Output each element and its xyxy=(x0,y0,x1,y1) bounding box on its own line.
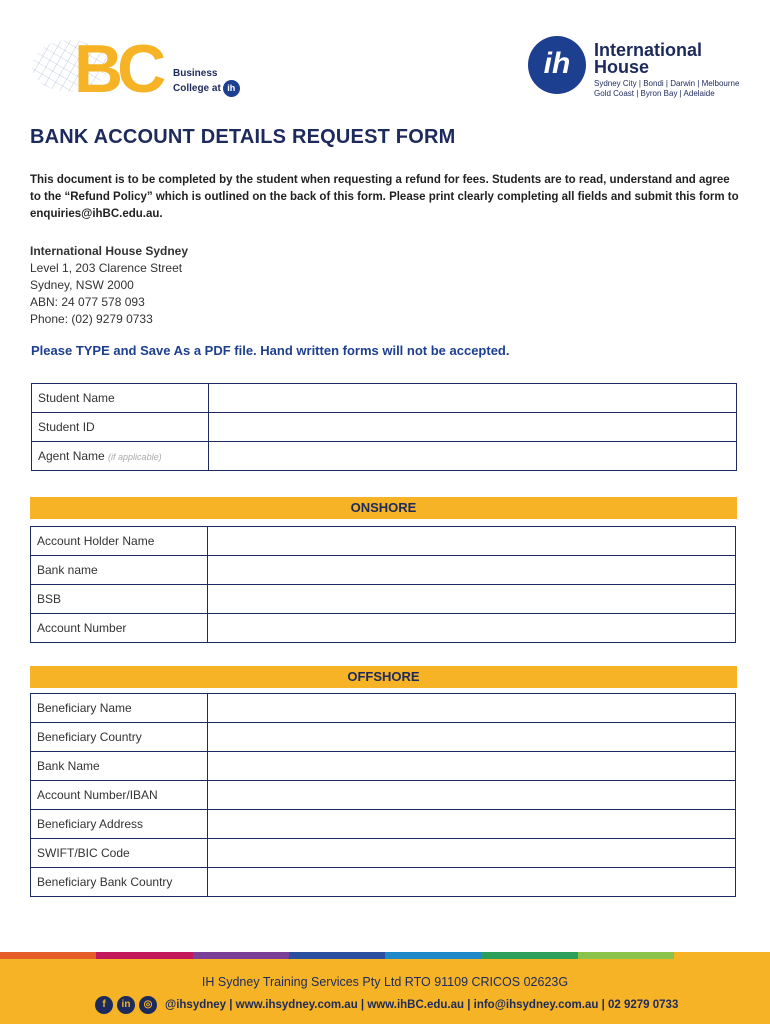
onshore-table xyxy=(30,526,736,643)
type-notice: Please TYPE and Save As a PDF file. Hand written forms will not be accepted. xyxy=(31,343,510,358)
address-block xyxy=(30,243,188,328)
field-label xyxy=(32,442,209,471)
table-row xyxy=(31,752,736,781)
page-title: BANK ACCOUNT DETAILS REQUEST FORM xyxy=(30,126,456,148)
onshore-field-input[interactable] xyxy=(208,527,736,556)
field-label: Account Number xyxy=(31,614,208,643)
student-id-input[interactable] xyxy=(209,413,737,442)
offshore-table xyxy=(30,693,736,897)
footer-contact-line: @ihsydney | www.ihsydney.com.au | www.ihBC.edu.au | info@ihsydney.com.au | 02 9279 0733 xyxy=(165,999,679,1011)
onshore-heading: ONSHORE xyxy=(30,497,737,519)
table-row xyxy=(32,384,737,413)
ih-cities-line2: Gold Coast | Byron Bay | Adelaide xyxy=(594,89,715,98)
table-row xyxy=(31,868,736,897)
offshore-field-input[interactable] xyxy=(208,694,736,723)
linkedin-icon[interactable]: in xyxy=(117,996,135,1014)
instagram-icon[interactable]: ◎ xyxy=(139,996,157,1014)
ih-logo xyxy=(528,36,748,98)
ih-name-line1: International xyxy=(594,40,703,60)
onshore-field-input[interactable] xyxy=(208,614,736,643)
table-row xyxy=(31,723,736,752)
offshore-field-input[interactable] xyxy=(208,810,736,839)
agent-name-input[interactable] xyxy=(209,442,737,471)
agent-name-label: Agent Name xyxy=(38,449,105,463)
stripe-segment xyxy=(385,952,481,959)
field-label: Student ID xyxy=(32,413,209,442)
address-abn: ABN: 24 077 578 093 xyxy=(30,295,145,309)
onshore-field-input[interactable] xyxy=(208,556,736,585)
field-label: Beneficiary Address xyxy=(31,810,208,839)
stripe-segment xyxy=(96,952,192,959)
ih-mark-icon: ih xyxy=(528,36,586,94)
offshore-heading: OFFSHORE xyxy=(30,666,737,688)
field-label: Bank name xyxy=(31,556,208,585)
address-org: International House Sydney xyxy=(30,244,189,258)
table-row xyxy=(31,527,736,556)
student-name-input[interactable] xyxy=(209,384,737,413)
color-stripe xyxy=(0,952,770,959)
ih-name xyxy=(594,42,702,76)
bc-caption xyxy=(173,68,240,97)
stripe-segment xyxy=(289,952,385,959)
table-row xyxy=(31,781,736,810)
address-phone: Phone: (02) 9279 0733 xyxy=(30,312,153,326)
table-row xyxy=(32,442,737,471)
ih-name-line2: House xyxy=(594,57,650,77)
offshore-field-input[interactable] xyxy=(208,752,736,781)
field-label: Beneficiary Bank Country xyxy=(31,868,208,897)
facebook-icon[interactable]: f xyxy=(95,996,113,1014)
bc-caption-line1: Business xyxy=(173,68,218,79)
field-label: SWIFT/BIC Code xyxy=(31,839,208,868)
bc-logo xyxy=(30,30,260,100)
table-row xyxy=(31,810,736,839)
address-line2: Sydney, NSW 2000 xyxy=(30,278,134,292)
table-row xyxy=(31,694,736,723)
field-label: BSB xyxy=(31,585,208,614)
field-label: Bank Name xyxy=(31,752,208,781)
table-row xyxy=(31,556,736,585)
address-line1: Level 1, 203 Clarence Street xyxy=(30,261,183,275)
stripe-segment xyxy=(193,952,289,959)
field-label: Account Holder Name xyxy=(31,527,208,556)
stripe-segment xyxy=(578,952,674,959)
table-row xyxy=(31,585,736,614)
footer xyxy=(0,959,770,1024)
footer-company: IH Sydney Training Services Pty Ltd RTO 91109 CRICOS 02623G xyxy=(201,975,569,989)
offshore-field-input[interactable] xyxy=(208,839,736,868)
stripe-segment xyxy=(481,952,577,959)
bc-globe-icon xyxy=(30,30,170,100)
offshore-field-input[interactable] xyxy=(208,781,736,810)
footer-contacts xyxy=(95,996,678,1014)
stripe-segment xyxy=(0,952,96,959)
field-label: Beneficiary Name xyxy=(31,694,208,723)
offshore-field-input[interactable] xyxy=(208,723,736,752)
ih-cities-line1: Sydney City | Bondi | Darwin | Melbourne xyxy=(594,79,740,88)
offshore-field-input[interactable] xyxy=(208,868,736,897)
onshore-field-input[interactable] xyxy=(208,585,736,614)
agent-hint: (if applicable) xyxy=(108,452,162,462)
stripe-segment xyxy=(674,952,770,959)
intro-paragraph: This document is to be completed by the student when requesting a refund for fees. Students are to read, understand and agree to the “Refund Policy” which is outlined on the back of this form. Please print clearly completing all fields and submit this form to enquiries@ihBC.edu.au. xyxy=(30,174,739,220)
table-row xyxy=(31,614,736,643)
ih-cities xyxy=(594,79,739,99)
ih-mini-logo: ih xyxy=(223,80,240,97)
svg-text:BC: BC xyxy=(74,31,161,100)
field-label: Beneficiary Country xyxy=(31,723,208,752)
student-table xyxy=(31,383,737,471)
field-label: Account Number/IBAN xyxy=(31,781,208,810)
table-row xyxy=(31,839,736,868)
table-row xyxy=(32,413,737,442)
field-label: Student Name xyxy=(32,384,209,413)
bc-caption-line2: College at xyxy=(173,83,221,95)
